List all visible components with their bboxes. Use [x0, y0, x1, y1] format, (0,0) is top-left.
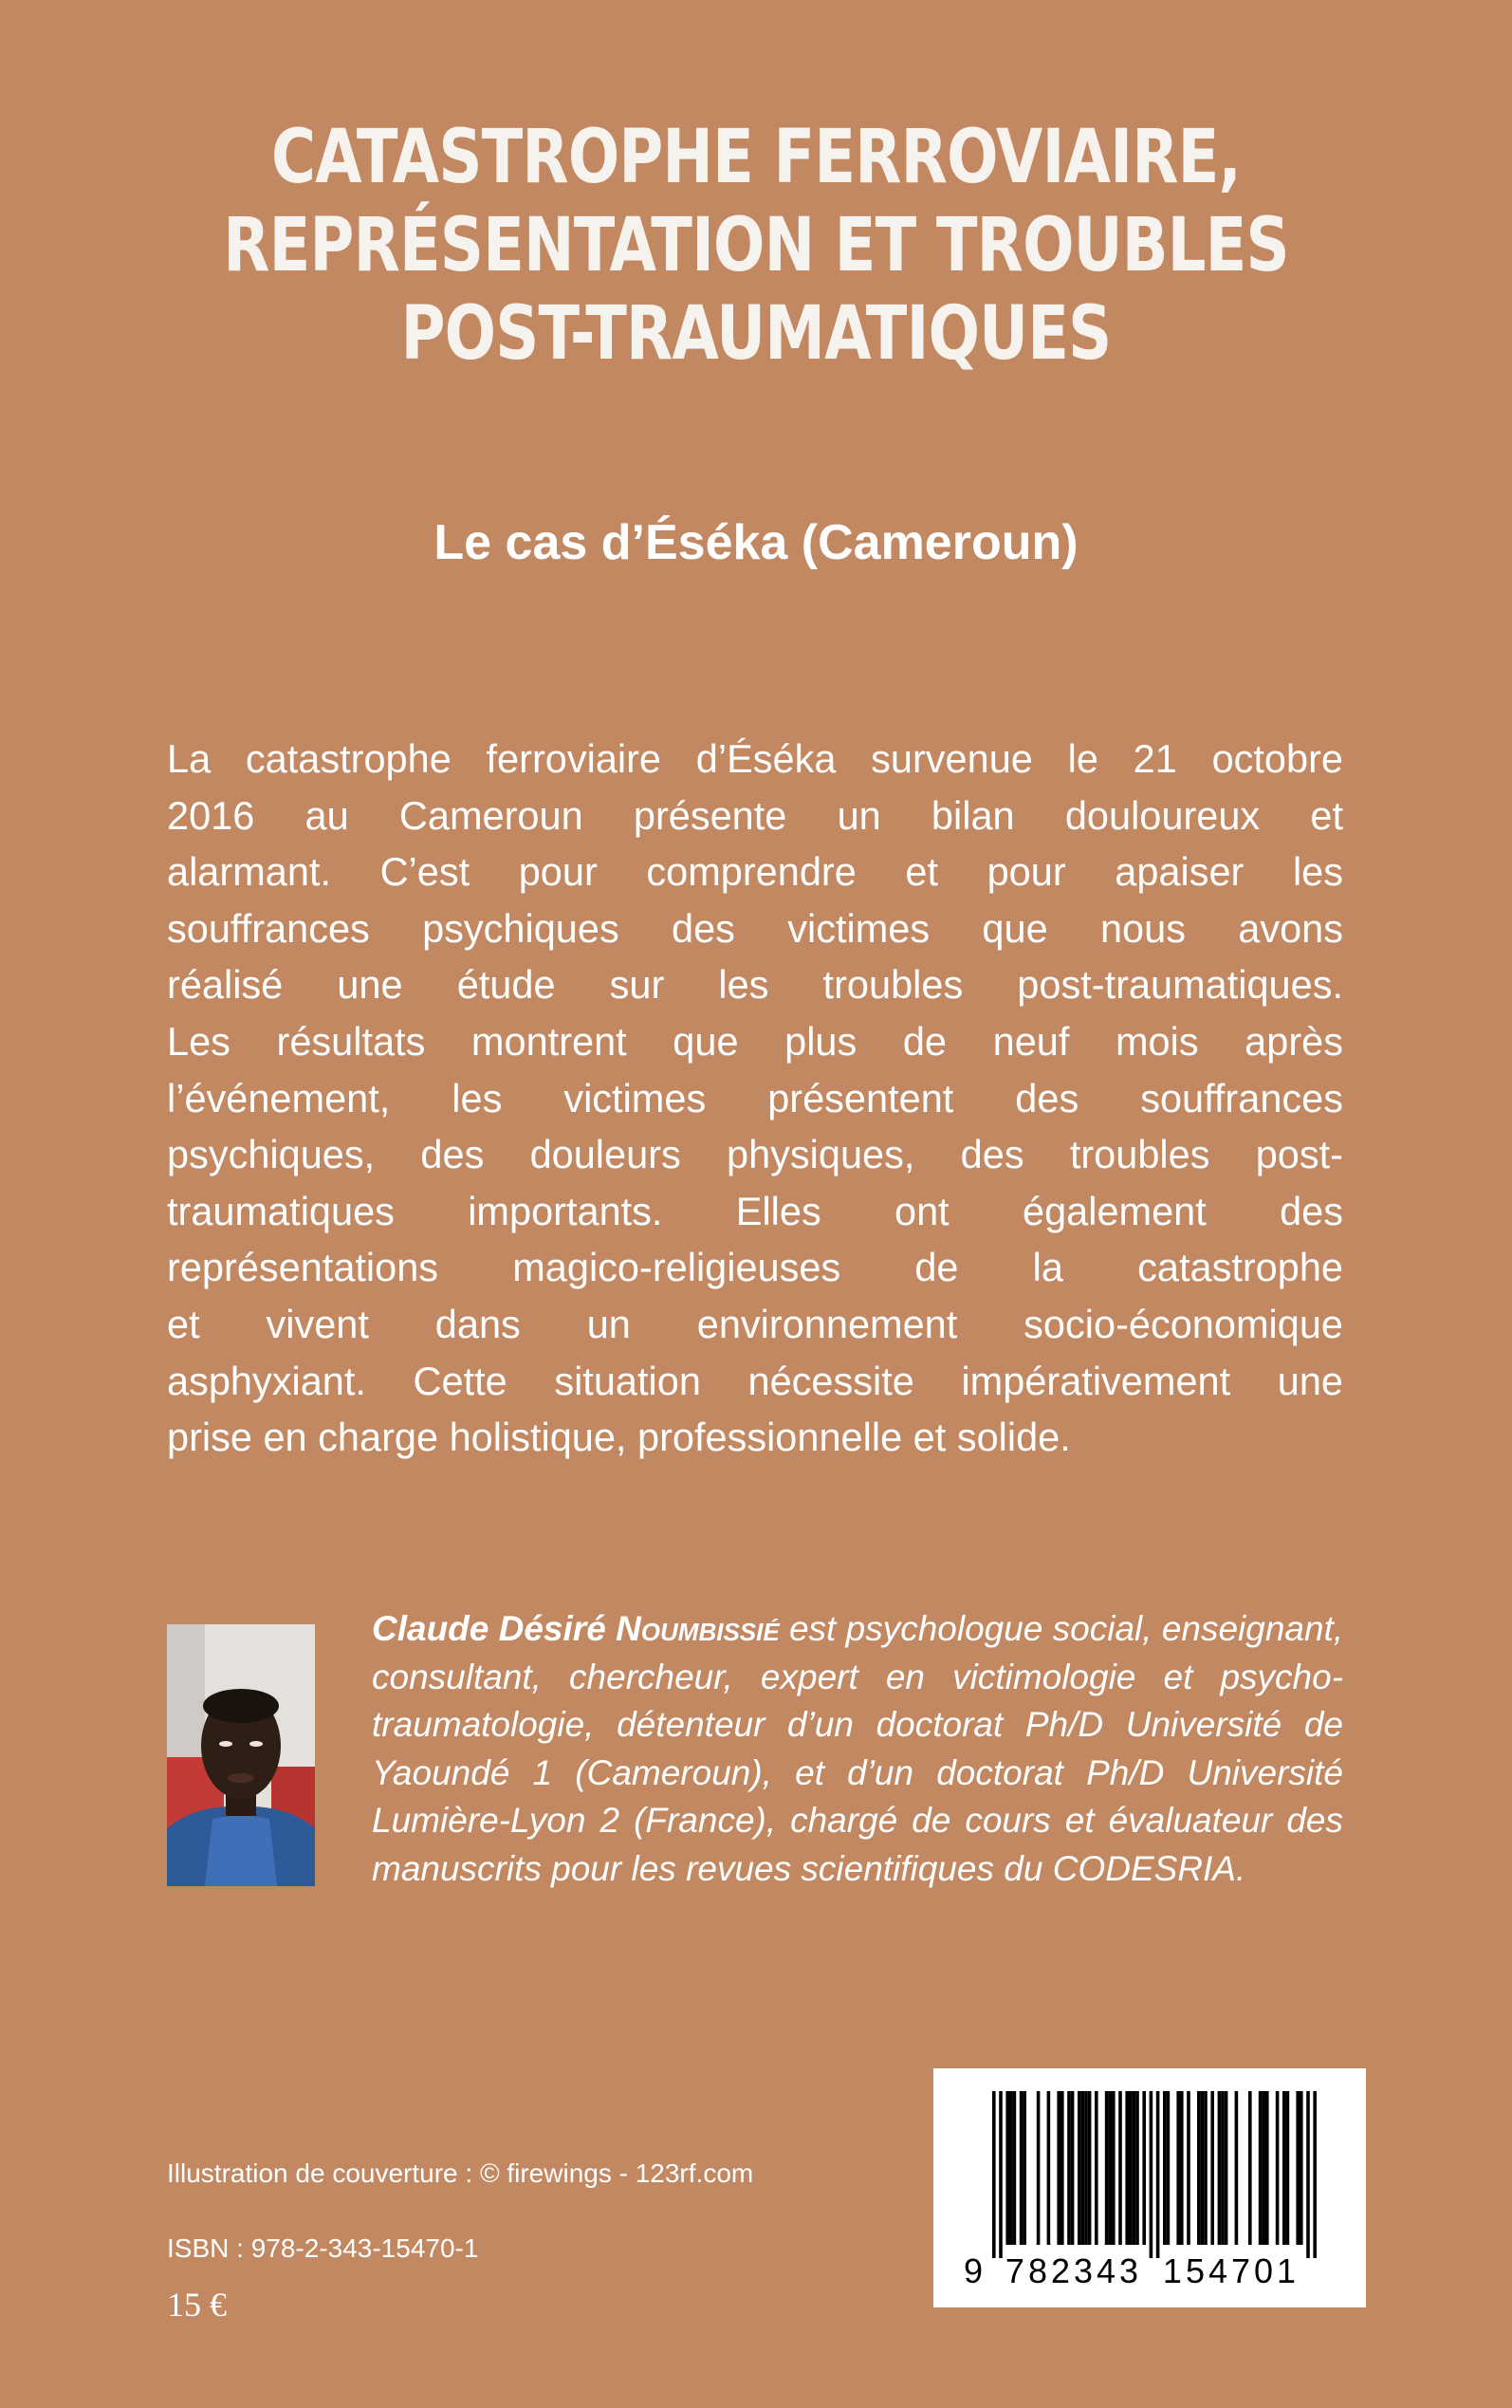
barcode-digits-left: 782343	[1005, 2251, 1143, 2290]
barcode-bar	[1135, 2091, 1139, 2245]
barcode-bar	[1037, 2091, 1041, 2245]
barcode-bar	[1129, 2091, 1133, 2245]
author-bio-line: manuscrits pour les revues scientifiques du CODESRIA.	[372, 1848, 1246, 1888]
barcode-bar	[1282, 2091, 1286, 2245]
barcode-digits-right: 154701	[1162, 2251, 1300, 2290]
summary-line: représentations magico-religieuses de la catastrophe	[167, 1245, 1343, 1290]
author-bio-line	[372, 1605, 1343, 1654]
barcode-bar	[1009, 2091, 1013, 2245]
barcode-bar	[1005, 2091, 1009, 2245]
summary-line: psychiques, des douleurs physiques, des troubles post-	[167, 1132, 1343, 1177]
author-bio-line: traumatologie, détenteur d’un doctorat Ph/D Université de	[372, 1705, 1343, 1744]
barcode-bar	[1225, 2091, 1228, 2245]
summary-line: 2016 au Cameroun présente un bilan douloureux et	[167, 792, 1343, 838]
barcode-bar	[1084, 2091, 1088, 2245]
barcode-bar	[1259, 2091, 1263, 2245]
barcode-bar	[1187, 2091, 1190, 2245]
summary-line: prise en charge holistique, professionnelle et solide.	[167, 1415, 1071, 1460]
barcode-bar	[1296, 2091, 1300, 2245]
barcode-bar	[1067, 2091, 1071, 2245]
summary-line: Les résultats montrent que plus de neuf mois après	[167, 1018, 1343, 1064]
barcode-bar	[1262, 2091, 1265, 2245]
barcode-bar	[1142, 2091, 1146, 2245]
author-bio-line: consultant, chercheur, expert en victimologie et psycho-	[372, 1657, 1343, 1696]
barcode-bar	[1047, 2091, 1051, 2245]
barcode-bars	[992, 2091, 1317, 2258]
summary-line: réalisé une étude sur les troubles post-traumatiques.	[167, 962, 1343, 1008]
barcode-guard-bar	[1313, 2091, 1317, 2258]
barcode-bar	[1163, 2091, 1167, 2245]
barcode-bar	[1078, 2091, 1081, 2245]
barcode-guard-bar	[1156, 2091, 1160, 2258]
barcode-bar	[1204, 2091, 1208, 2245]
author-last-name: Noumbissié	[616, 1609, 780, 1648]
barcode-guard-bar	[999, 2091, 1003, 2258]
barcode-bar	[1071, 2091, 1075, 2245]
book-subtitle: Le cas d’Éséka (Cameroun)	[433, 515, 1079, 570]
barcode-bar	[1300, 2091, 1303, 2245]
barcode-bar	[1276, 2091, 1280, 2245]
summary-line: asphyxiant. Cette situation nécessite impérativement une	[167, 1358, 1343, 1403]
barcode-bar	[1197, 2091, 1201, 2245]
barcode-graphic	[933, 2068, 1366, 2307]
barcode-bar	[1081, 2091, 1085, 2245]
author-first-name: Claude Désiré	[372, 1609, 606, 1648]
barcode-bar	[1105, 2091, 1109, 2245]
barcode-bar	[1020, 2091, 1023, 2245]
barcode-bar	[1286, 2091, 1290, 2245]
author-bio	[372, 1605, 1343, 1893]
author-portrait-image	[167, 1624, 315, 1886]
cover-credit: Illustration de couverture : © firewings - 123rf.com	[167, 2158, 754, 2188]
barcode-guard-bar	[1150, 2091, 1153, 2258]
barcode-bar	[1248, 2091, 1252, 2245]
barcode-bar	[1060, 2091, 1064, 2245]
title-line-1: CATASTROPHE FERROVIAIRE,	[270, 115, 1242, 200]
barcode-bar	[1235, 2091, 1239, 2245]
summary-line: alarmant. C’est pour comprendre et pour apaiser les	[167, 849, 1343, 895]
barcode-bar	[1057, 2091, 1060, 2245]
author-bio-line: Lumière-Lyon 2 (France), chargé de cours et évaluateur des	[372, 1801, 1343, 1840]
title-line-3: POST-TRAUMATIQUES	[400, 291, 1112, 377]
barcode-bar	[1133, 2091, 1136, 2245]
author-bio-text: est psychologue social, enseignant,	[788, 1609, 1344, 1648]
barcode-bar	[1201, 2091, 1205, 2245]
barcode-bar	[1176, 2091, 1180, 2245]
author-photo	[167, 1624, 315, 1886]
barcode-bar	[1167, 2091, 1171, 2245]
barcode-bar	[1265, 2091, 1269, 2245]
barcode-bar	[1218, 2091, 1222, 2245]
barcode-bar	[1125, 2091, 1129, 2245]
barcode-bar	[1013, 2091, 1017, 2245]
author-bio-line: Yaoundé 1 (Cameroun), et d’un doctorat Ph/D Université	[372, 1752, 1343, 1792]
isbn: ISBN : 978-2-343-15470-1	[167, 2233, 479, 2263]
barcode-bar	[1118, 2091, 1122, 2245]
price: 15 €	[167, 2286, 227, 2324]
barcode-guard-bar	[992, 2091, 996, 2258]
title-line-2: REPRÉSENTATION ET TROUBLES	[223, 203, 1289, 288]
barcode-bar	[1095, 2091, 1098, 2245]
barcode-bar	[1221, 2091, 1225, 2245]
barcode-bar	[1112, 2091, 1116, 2245]
barcode-bar	[1023, 2091, 1026, 2245]
barcode-bar	[1210, 2091, 1214, 2245]
summary-line: souffrances psychiques des victimes que nous avons	[167, 905, 1343, 951]
barcode	[933, 2068, 1366, 2307]
summary-line: et vivent dans un environnement socio-économique	[167, 1301, 1343, 1346]
book-title	[0, 114, 1512, 379]
summary-line: La catastrophe ferroviaire d’Éséka survenue le 21 octobre	[167, 736, 1343, 781]
summary-line: traumatiques importants. Elles ont également des	[167, 1188, 1343, 1233]
summary-paragraph	[167, 731, 1343, 1466]
barcode-bar	[1180, 2091, 1184, 2245]
summary-line: l’événement, les victimes présentent des souffrances	[167, 1075, 1343, 1121]
barcode-digit-lead: 9	[964, 2251, 984, 2290]
barcode-bar	[1108, 2091, 1112, 2245]
barcode-bar	[1088, 2091, 1092, 2245]
barcode-guard-bar	[1306, 2091, 1310, 2258]
